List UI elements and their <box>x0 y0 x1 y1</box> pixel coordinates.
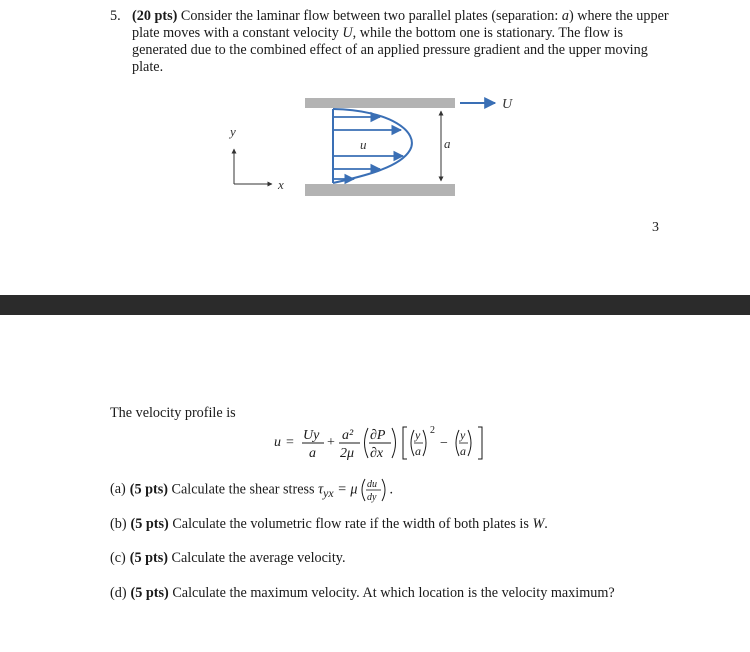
part-points: (5 pts) <box>130 516 169 532</box>
eq-u: u <box>274 435 281 450</box>
part-b <box>110 516 548 533</box>
part-var-w: W <box>532 516 545 532</box>
part-points: (5 pts) <box>129 481 168 498</box>
eq-a-small: a <box>460 444 466 458</box>
part-label: (b) <box>110 516 127 532</box>
problem-text-3: , while the bottom one is stationary. The flow is generated due to the combined effect of an applied pressure gradient and the upper moving plate. <box>132 25 648 75</box>
bracket-left <box>403 427 407 459</box>
top-plate <box>305 98 455 108</box>
problem-text-2: ) where the upper plate moves with a constant velocity <box>132 8 669 41</box>
gap-label: a <box>444 136 451 151</box>
part-label: (d) <box>110 585 127 601</box>
eq-uy: Uy <box>303 428 320 443</box>
part-a <box>110 477 393 503</box>
profile-intro: The velocity profile is <box>110 405 236 421</box>
tau-symbol: τ <box>318 481 324 498</box>
part-text: Calculate the average velocity. <box>167 550 346 566</box>
eq-a: a <box>309 446 316 461</box>
eq-2mu: 2μ <box>340 446 355 461</box>
paren-left <box>456 430 459 456</box>
y-axis-label: y <box>230 124 236 139</box>
bottom-plate <box>305 184 455 196</box>
bracket-right <box>478 427 482 459</box>
eq-exponent: 2 <box>430 425 435 436</box>
part-label: (a) <box>110 481 126 498</box>
eq-a2: a² <box>342 428 354 443</box>
plate-velocity-label: U <box>502 97 513 112</box>
paren-left <box>411 430 414 456</box>
page-divider <box>0 295 750 315</box>
part-end: . <box>389 481 394 498</box>
part-text: Calculate the volumetric flow rate if the width of both plates is <box>168 516 533 532</box>
du-dy-fraction <box>359 477 389 503</box>
part-points: (5 pts) <box>129 550 168 566</box>
problem-statement <box>110 8 670 76</box>
velocity-profile-curve <box>333 109 412 183</box>
eq-y: y <box>460 428 466 442</box>
paren-left <box>365 428 369 458</box>
problem-var-U: U <box>342 25 353 41</box>
problem-body <box>132 8 670 76</box>
part-points: (5 pts) <box>130 585 169 601</box>
eq-mu: = μ <box>333 481 358 498</box>
eq-dx: ∂x <box>370 446 384 461</box>
eq-minus: − <box>440 436 448 451</box>
paren-right <box>423 430 426 456</box>
problem-var-a: a <box>561 8 569 24</box>
problem-points: (20 pts) <box>132 8 178 24</box>
problem-text-1: Consider the laminar flow between two parallel plates (separation: <box>177 8 562 24</box>
parallel-plate-figure <box>220 92 540 202</box>
velocity-profile-equation <box>270 420 500 466</box>
paren-right <box>392 428 396 458</box>
dy-label: dy <box>367 492 377 503</box>
x-axis-label: x <box>278 177 284 192</box>
part-d <box>110 585 615 602</box>
eq-y: y <box>415 428 421 442</box>
du-label: du <box>367 479 378 490</box>
part-label: (c) <box>110 550 126 566</box>
part-end: . <box>544 516 548 532</box>
velocity-label: u <box>360 137 367 152</box>
problem-number: 5. <box>110 8 121 24</box>
eq-equals: = <box>286 435 294 450</box>
part-text: Calculate the maximum velocity. At which location is the velocity maximum? <box>168 585 615 601</box>
paren-right <box>468 430 471 456</box>
tau-subscript: yx <box>323 486 334 501</box>
eq-plus: + <box>327 435 335 450</box>
part-c <box>110 550 346 567</box>
part-text: Calculate the shear stress <box>167 481 319 498</box>
eq-dp: ∂P <box>370 428 386 443</box>
page-number: 3 <box>652 220 659 235</box>
eq-a-small: a <box>415 444 421 458</box>
